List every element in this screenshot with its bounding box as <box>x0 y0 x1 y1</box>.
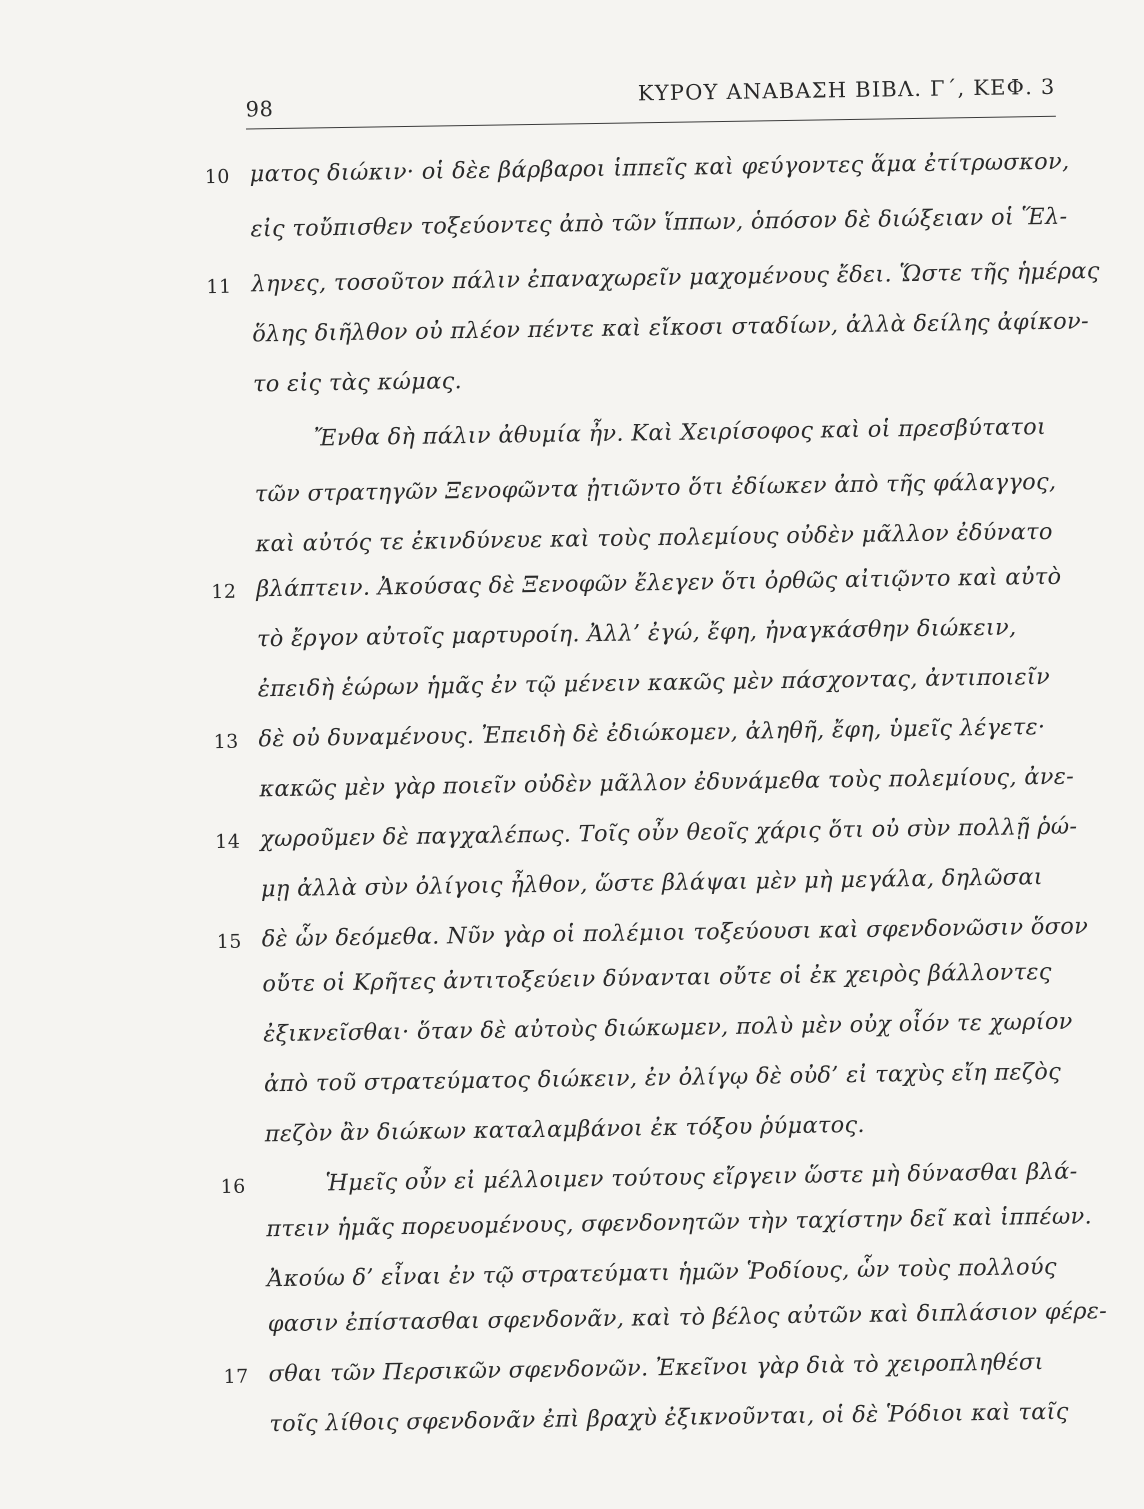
line-text: εἰς τοὔπισθεν τοξεύοντες ἀπὸ τῶν ἵππων, ὁπόσον δὲ διώξειαν οἱ Ἕλ- <box>250 203 1068 243</box>
line-text: καὶ αὐτός τε ἐκινδύνευε καὶ τοὺς πολεμίους οὐδὲν μᾶλλον ἐδύνατο <box>255 518 1053 558</box>
section-number <box>215 803 251 804</box>
page-header <box>245 63 1056 126</box>
line-text: τῶν στρατηγῶν Ξενοφῶντα ᾐτιῶντο ὅτι ἐδίωκεν ἀπὸ τῆς φάλαγγος, <box>254 468 1057 508</box>
section-number <box>212 653 248 654</box>
line-text: Ἀκούω δ’ εἶναι ἐν τῷ στρατεύματι ἡμῶν Ῥοδίους, ὧν τοὺς πολλούς <box>266 1253 1057 1293</box>
line-text: ἀπὸ τοῦ στρατεύματος διώκειν, ἐν ὀλίγῳ δὲ οὐδ’ εἰ ταχὺς εἴη πεζὸς <box>263 1058 1062 1098</box>
section-number <box>221 1242 257 1243</box>
line-text: κακῶς μὲν γὰρ ποιεῖν οὐδὲν μᾶλλον ἐδυνάμεθα τοὺς πολεμίους, ἀνε- <box>259 763 1075 803</box>
section-number <box>210 508 246 509</box>
line-text: δὲ ὧν δεόμεθα. Νῦν γὰρ οἱ πολέμιοι τοξεύουσι καὶ σφενδονῶσιν ὅσον <box>261 913 1089 953</box>
line-text: φασιν ἐπίστασθαι σφενδονᾶν, καὶ τὸ βέλος αὐτῶν καὶ διπλάσιον φέρε- <box>267 1298 1108 1338</box>
text-line <box>0 132 1136 198</box>
line-text: Ἡμεῖς οὖν εἰ μέλλοιμεν τούτους εἴργειν ὥστε μὴ δύνασθαι βλά- <box>325 1158 1078 1197</box>
line-text: τὸ ἔργον αὐτοῖς μαρτυροίη. Ἀλλ’ ἐγώ, ἔφη, ἠναγκάσθην διώκειν, <box>256 614 1017 653</box>
line-text: τοῖς λίθοις σφενδονᾶν ἐπὶ βραχὺ ἐξικνοῦνται, οἱ δὲ Ῥόδιοι καὶ ταῖς <box>269 1398 1069 1438</box>
section-number: 12 <box>211 580 237 604</box>
section-number <box>218 1047 254 1048</box>
line-text: ἐξικνεῖσθαι· ὅταν δὲ αὐτοὺς διώκωμεν, πολὺ μὲν οὐχ οἷόν τε χωρίον <box>263 1008 1073 1048</box>
section-number: 14 <box>215 830 241 854</box>
section-number <box>219 1097 255 1098</box>
section-number <box>209 453 245 454</box>
running-title: ΚΥΡΟΥ ΑΝΑΒΑΣΗ ΒΙΒΛ. Γ΄, ΚΕΦ. 3 <box>637 74 1056 106</box>
section-number <box>208 398 244 399</box>
section-number: 17 <box>223 1365 249 1388</box>
header-rule <box>246 116 1056 130</box>
line-text: ματος διώκιν· οἱ δὲε βάρβαροι ἱππεῖς καὶ φεύγοντες ἅμα ἐτίτρωσκον, <box>249 148 1070 188</box>
line-text: δὲ οὐ δυναμένους. Ἐπειδὴ δὲ ἐδιώκομεν, ἀληθῆ, ἔφη, ὑμεῖς λέγετε· <box>258 714 1046 753</box>
line-text: πτειν ἡμᾶς πορευομένους, σφενδονητῶν τὴν ταχίστην δεῖ καὶ ἱππέων. <box>266 1203 1093 1243</box>
line-text: Ἔνθα δὴ πάλιν ἀθυμία ἦν. Καὶ Χειρίσοφος καὶ οἱ πρεσβύτατοι <box>313 413 1047 452</box>
line-text: πεζὸν ἂν διώκων καταλαμβάνοι ἐκ τόξου ῥύματος. <box>264 1111 866 1148</box>
section-number <box>213 703 249 704</box>
line-text: χωροῦμεν δὲ παγχαλέπως. Τοῖς οὖν θεοῖς χάρις ὅτι οὐ σὺν πολλῇ ῥώ- <box>259 813 1078 853</box>
page-number: 98 <box>245 97 274 122</box>
line-text: ληνες, τοσοῦτον πάλιν ἐπαναχωρεῖν μαχομένους ἔδει. Ὥστε τῆς ἡμέρας <box>251 258 1100 298</box>
section-number: 13 <box>213 730 239 754</box>
line-text: σθαι τῶν Περσικῶν σφενδονῶν. Ἐκεῖνοι γὰρ διὰ τὸ χειροπληθέσι <box>268 1349 1044 1388</box>
section-number <box>225 1437 261 1438</box>
section-number: 15 <box>216 930 243 954</box>
line-text: βλάπτειν. Ἀκούσας δὲ Ξενοφῶν ἔλεγεν ὅτι ὀρθῶς αἰτιῷντο καὶ αὐτὸ <box>256 563 1062 603</box>
line-text: μῃ ἀλλὰ σὺν ὀλίγοις ἦλθον, ὥστε βλάψαι μὲν μὴ μεγάλα, δηλῶσαι <box>260 864 1044 903</box>
line-text: ὅλης διῆλθον οὐ πλέον πέντε καὶ εἴκοσι σταδίων, ἀλλὰ δείλης ἀφίκον- <box>252 308 1090 348</box>
section-number <box>207 348 243 349</box>
section-number <box>220 1147 256 1148</box>
section-number <box>222 1292 258 1293</box>
text-line <box>0 396 1140 462</box>
line-text: ἐπειδὴ ἑώρων ἡμᾶς ἐν τῷ μένειν κακῶς μὲν πάσχοντας, ἀντιποιεῖν <box>257 663 1051 703</box>
section-number <box>206 243 242 244</box>
section-number: 11 <box>206 275 232 299</box>
section-number <box>211 558 247 559</box>
line-text: το εἰς τὰς κώμας. <box>252 368 463 398</box>
section-number <box>223 1337 259 1338</box>
section-number <box>218 997 254 998</box>
line-text: οὔτε οἱ Κρῆτες ἀντιτοξεύειν δύνανται οὔτε οἱ ἐκ χειρὸς βάλλοντες <box>262 958 1052 998</box>
text-line <box>0 187 1137 253</box>
section-number: 16 <box>220 1175 246 1199</box>
section-number: 10 <box>204 165 231 189</box>
section-number <box>216 902 252 903</box>
